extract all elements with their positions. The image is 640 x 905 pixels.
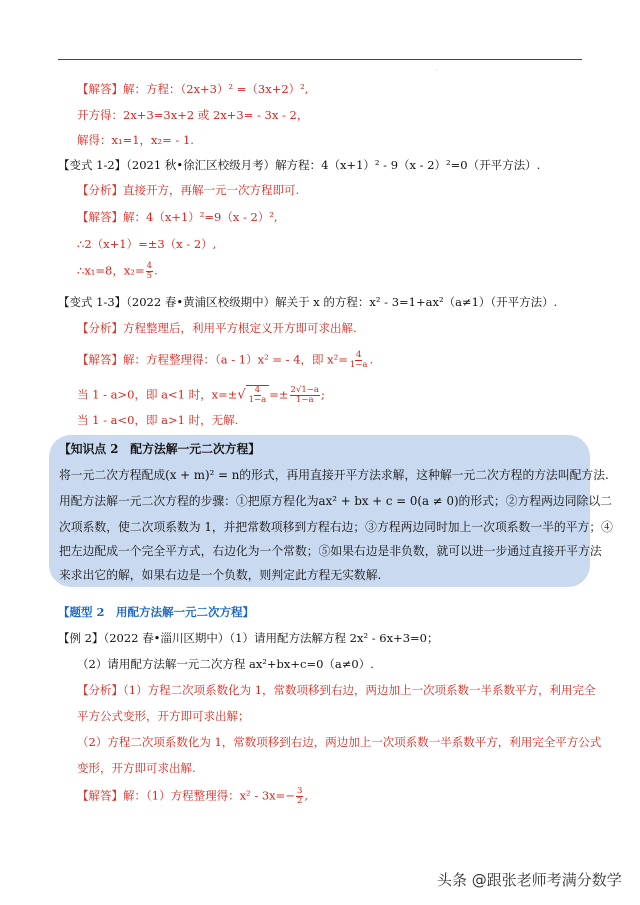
fraction-numerator: 4 (254, 385, 261, 395)
analysis-text: （1）方程二次项系数化为 1，常数项移到右边，两边加上一次项系数一半系数平方，利用完全 (123, 683, 596, 697)
analysis-text: 方程整理后，利用平方根定义开方即可求出解. (123, 321, 357, 335)
analysis-1-2 (77, 182, 299, 198)
equals: =± (269, 387, 289, 402)
fraction-denominator: 5 (146, 271, 153, 281)
fraction-denominator: 2 (296, 796, 303, 806)
analysis-tag: 【分析】 (77, 683, 123, 697)
variant-1-3: 【变式 1-3】（2022 春•黄浦区校级期中）解关于 x 的方程：x² - 3=1+ax²（a≠1）（开平方法）. (58, 295, 558, 309)
period: . (154, 263, 158, 278)
solution-text: ∴x₁=8，x₂= (77, 263, 145, 278)
answer-1-3-line-2: 当 1 - a>0，即 a<1 时，x=±√ $\frac{4}{1-a}$ =± $\frac{2√1-a}{1-a}$ ; (77, 385, 325, 405)
analysis-tag: 【分析】 (77, 321, 123, 335)
watermark: 头条 @跟张老师考满分数学 (437, 871, 622, 889)
period: . (369, 352, 374, 367)
answer-line-3: 解得：x₁=1，x₂= - 1. (77, 133, 194, 147)
fraction (296, 787, 303, 806)
semicolon: ; (320, 387, 325, 402)
comma: , (304, 788, 309, 803)
answer-tag: 【解答】 (77, 210, 123, 224)
example-analysis-line-4: 变形，开方即可求出解. (77, 761, 196, 775)
answer-line-2: 开方得：2x+3=3x+2 或 2x+3= - 3x - 2， (77, 108, 309, 122)
solution-text: 当 1 - a>0，即 a<1 时，x=± (77, 387, 238, 402)
analysis-tag: 【分析】 (77, 183, 123, 197)
answer-line-1 (77, 81, 308, 97)
header-dot: . (436, 66, 438, 72)
knowledge-title: 【知识点 2 配方法解一元二次方程】 (59, 442, 261, 456)
example-answer-line-1 (77, 787, 308, 806)
knowledge-para-3: 次项系数，使二次项系数为 1，并把常数项移到方程右边；③方程两边同时加上一次项系数一半的平方；④ (59, 520, 613, 534)
answer-tag: 【解答】 (77, 352, 123, 367)
answer-1-2-line-1 (77, 209, 278, 225)
example-2-line-1: 【例 2】（2022 春•淄川区期中）（1）请用配方法解方程 2x² - 6x+3=0； (58, 631, 439, 645)
fraction (349, 351, 369, 370)
analysis-text: 直接开方，再解一元一次方程即可. (123, 183, 300, 197)
example-analysis-line-1 (77, 682, 596, 698)
answer-text: 解：方程整理得：（a - 1）x² = - 4，即 x²= (123, 352, 348, 367)
example-analysis-line-3: （2）方程二次项系数化为 1，常数项移到右边，两边加上一次项系数一半系数平方，利用完全平方公式 (77, 735, 602, 749)
example-2-line-2: （2）请用配方法解一元二次方程 ax²+bx+c=0（a≠0）. (77, 657, 374, 671)
knowledge-para-2: 用配方法解一元二次方程的步骤：①把原方程化为ax² + bx + c = 0(a ≠ 0)的形式；②方程两边同除以二 (59, 494, 612, 508)
fraction-denominator: 1−a (349, 360, 368, 370)
answer-text: 解：方程：（2x+3）² =（3x+2）², (123, 82, 309, 96)
fraction-numerator: 4 (356, 350, 362, 360)
knowledge-box (49, 435, 613, 587)
knowledge-para-4: 把左边配成一个完全平方式，右边化为一个常数；⑤如果右边是非负数，就可以进一步通过直接开平方法 (59, 544, 602, 558)
answer-1-3-line-3: 当 1 - a<0，即 a>1 时，无解. (77, 413, 239, 427)
answer-tag: 【解答】 (77, 82, 123, 96)
fraction-numerator: 4 (146, 261, 153, 271)
example-analysis-line-2: 平方公式变形，开方即可求出解； (77, 709, 250, 723)
answer-1-2-line-3 (77, 262, 158, 281)
knowledge-para-1: 将一元二次方程配成(x + m)² = n的形式，再用直接开平方法求解，这种解一元二次方程的方法叫配方法. (59, 468, 609, 482)
fraction (146, 262, 153, 281)
answer-text: 解：4（x+1）²=9（x - 2）², (123, 210, 278, 224)
fraction-numerator: 3 (296, 786, 303, 796)
fraction-denominator: 1−a (295, 395, 314, 405)
analysis-1-3 (77, 320, 357, 336)
fraction-numerator: 2√1−a (290, 385, 319, 395)
knowledge-para-5: 来求出它的解，如果右边是一个负数，则判定此方程无实数解. (59, 568, 382, 582)
fraction-denominator: 1−a (248, 395, 267, 405)
answer-1-3-line-1 (77, 351, 373, 370)
fraction (248, 386, 268, 405)
fraction (290, 386, 320, 405)
answer-tag: 【解答】 (77, 788, 123, 803)
answer-text: 解：（1）方程整理得：x² - 3x=− (123, 788, 295, 803)
variant-1-2: 【变式 1-2】（2021 秋•徐汇区校级月考）解方程：4（x+1）² - 9（x - 2）²=0（开平方法）. (58, 158, 541, 172)
answer-1-2-line-2: ∴2（x+1）=±3（x - 2）, (77, 237, 217, 251)
type-2-heading: 【题型 2 用配方法解一元二次方程】 (58, 605, 255, 619)
header-rule (58, 59, 582, 60)
